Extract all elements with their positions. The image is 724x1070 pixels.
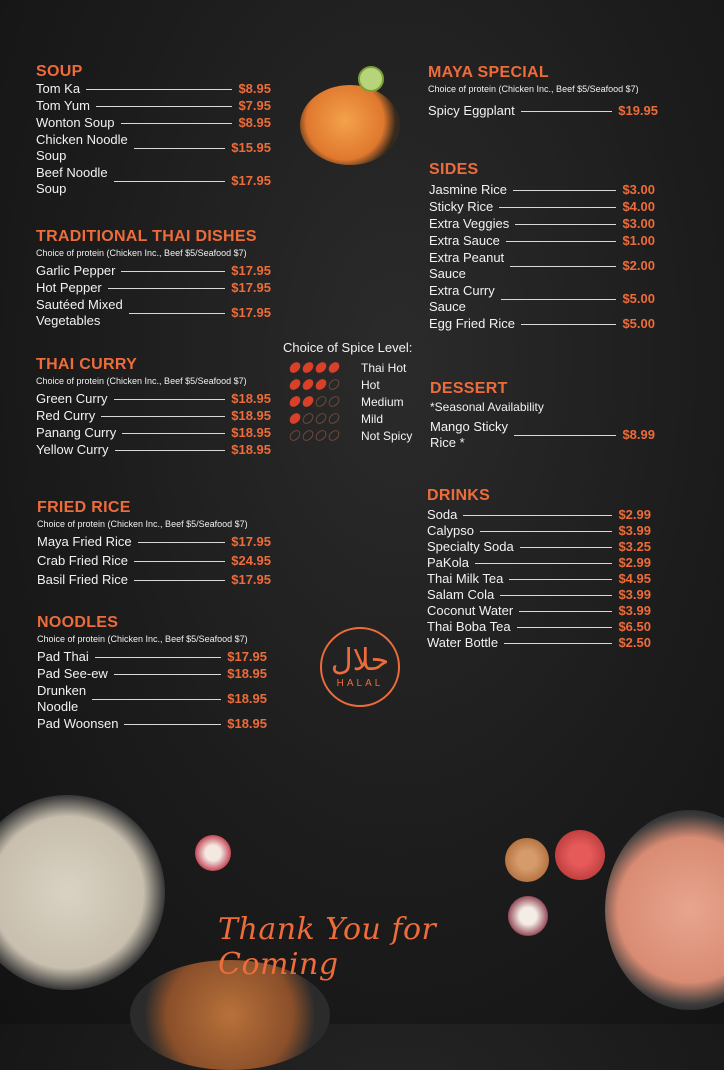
menu-item-name: Specialty Soda [427, 539, 514, 554]
dotted-leader [121, 123, 233, 124]
spice-level-list [283, 359, 433, 444]
menu-item-name: Beef Noodle Soup [36, 165, 108, 196]
dotted-leader [521, 324, 616, 325]
dotted-leader [504, 643, 612, 644]
fried-rice-items [37, 534, 271, 588]
dotted-leader [475, 563, 613, 564]
chili-pepper-icon [288, 412, 303, 426]
menu-item-name: Pad Woonsen [37, 716, 119, 731]
chili-pepper-icon [288, 395, 303, 409]
menu-item [428, 103, 658, 119]
curry-items [36, 391, 271, 458]
chili-pepper-icon [314, 429, 329, 443]
chili-pepper-icon [288, 429, 303, 443]
menu-item-name: Pad See-ew [37, 666, 108, 681]
menu-item [36, 165, 271, 197]
menu-item [36, 408, 271, 424]
fried-rice-section [37, 499, 271, 588]
menu-item-price: $7.95 [238, 98, 271, 113]
noodles-note: Choice of protein (Chicken Inc., Beef $5/Seafood $7) [37, 634, 248, 644]
menu-item-price: $18.95 [231, 408, 271, 423]
menu-item [429, 316, 655, 332]
spice-level-label: Mild [361, 411, 384, 426]
soup-bowl-bottom-right-image [605, 810, 724, 1010]
menu-item [36, 280, 271, 296]
menu-item-price: $3.99 [618, 587, 651, 602]
dotted-leader [501, 299, 617, 300]
dotted-leader [86, 89, 232, 90]
soup-items [36, 81, 271, 197]
menu-item [37, 716, 267, 732]
menu-item-name: Calypso [427, 523, 474, 538]
menu-item-price: $3.25 [618, 539, 651, 554]
menu-item-name: Crab Fried Rice [37, 553, 129, 568]
menu-item-price: $8.95 [238, 115, 271, 130]
menu-item [429, 283, 655, 315]
chili-pepper-icon [301, 378, 316, 392]
menu-item-price: $17.95 [231, 280, 271, 295]
dotted-leader [463, 515, 612, 516]
chili-pepper-icon [301, 361, 316, 375]
thank-you-message: Thank You for Coming [218, 912, 437, 982]
chili-rating [283, 363, 355, 372]
menu-item-name: Coconut Water [427, 603, 514, 618]
spice-level-item [283, 427, 433, 444]
dotted-leader [506, 241, 617, 242]
dotted-leader [499, 207, 616, 208]
drinks-title: DRINKS [427, 487, 491, 504]
menu-item-name: Sticky Rice [429, 199, 494, 214]
menu-item [429, 199, 655, 215]
dotted-leader [129, 313, 226, 314]
soup-section [36, 63, 271, 197]
soup-bowl-bottom-left-image [0, 795, 165, 990]
traditional-section [36, 228, 271, 329]
spice-level-title: Choice of Spice Level: [283, 340, 413, 355]
chili-pepper-icon [314, 412, 329, 426]
menu-item-name: Basil Fried Rice [37, 572, 129, 587]
lychee-image [195, 835, 231, 871]
menu-item-name: Extra Sauce [429, 233, 500, 248]
menu-item [427, 539, 651, 555]
menu-item-price: $18.95 [227, 691, 267, 706]
menu-item [36, 132, 271, 164]
sides-title: SIDES [429, 161, 479, 178]
menu-item [36, 115, 271, 131]
chili-pepper-icon [327, 361, 342, 375]
menu-item [429, 216, 655, 232]
menu-item [37, 534, 271, 550]
spice-level-label: Medium [361, 394, 404, 409]
noodles-items [37, 649, 267, 732]
menu-item-name: Spicy Eggplant [428, 103, 515, 118]
menu-item [429, 182, 655, 198]
menu-item [37, 666, 267, 682]
lychee-image [505, 838, 549, 882]
dotted-leader [480, 531, 612, 532]
dotted-leader [96, 106, 233, 107]
chili-pepper-icon [301, 412, 316, 426]
dotted-leader [513, 190, 616, 191]
menu-item [37, 572, 271, 588]
menu-item-price: $2.99 [618, 555, 651, 570]
menu-item [427, 523, 651, 539]
menu-item-name: Extra Veggies [429, 216, 510, 231]
dotted-leader [108, 288, 225, 289]
menu-item [427, 571, 651, 587]
curry-note: Choice of protein (Chicken Inc., Beef $5/Seafood $7) [36, 376, 247, 386]
maya-special-section [428, 64, 658, 119]
menu-item-name: Pad Thai [37, 649, 89, 664]
halal-latin-text: HALAL [336, 677, 384, 689]
menu-item [36, 391, 271, 407]
spice-level-label: Not Spicy [361, 428, 413, 443]
menu-item-price: $2.50 [618, 635, 651, 650]
menu-item-price: $3.00 [622, 216, 655, 231]
menu-item-price: $5.00 [622, 291, 655, 306]
menu-item-name: Drunken Noodle [37, 683, 87, 714]
menu-item-name: Maya Fried Rice [37, 534, 132, 549]
menu-item-price: $4.95 [618, 571, 651, 586]
chili-rating [283, 380, 355, 389]
sides-items [429, 182, 655, 332]
menu-item-price: $5.00 [622, 316, 655, 331]
menu-item-name: Tom Ka [36, 81, 81, 96]
menu-item-name: Mango Sticky Rice * [430, 419, 509, 450]
menu-item-price: $17.95 [231, 305, 271, 320]
chili-pepper-icon [301, 429, 316, 443]
halal-logo [320, 627, 400, 707]
dotted-leader [115, 450, 226, 451]
dotted-leader [514, 435, 616, 436]
chili-rating [283, 414, 355, 423]
dessert-note: *Seasonal Availability [430, 400, 544, 414]
chili-pepper-icon [288, 378, 303, 392]
menu-item-name: Yellow Curry [36, 442, 109, 457]
curry-title: THAI CURRY [36, 356, 138, 373]
dotted-leader [519, 611, 612, 612]
menu-item-price: $2.99 [618, 507, 651, 522]
menu-item-name: Thai Milk Tea [427, 571, 504, 586]
menu-item-price: $6.50 [618, 619, 651, 634]
dessert-items [430, 419, 655, 451]
menu-item-name: PaKola [427, 555, 469, 570]
menu-item-price: $4.00 [622, 199, 655, 214]
menu-item-price: $1.00 [622, 233, 655, 248]
maya-special-note: Choice of protein (Chicken Inc., Beef $5/Seafood $7) [428, 84, 639, 94]
menu-item [427, 635, 651, 651]
menu-item-name: Extra Peanut Sauce [429, 250, 505, 281]
menu-item-name: Thai Boba Tea [427, 619, 511, 634]
dotted-leader [101, 416, 225, 417]
chili-pepper-icon [314, 378, 329, 392]
traditional-note: Choice of protein (Chicken Inc., Beef $5/Seafood $7) [36, 248, 247, 258]
menu-item-name: Egg Fried Rice [429, 316, 515, 331]
menu-item-price: $3.99 [618, 603, 651, 618]
chili-pepper-icon [327, 429, 342, 443]
menu-item-price: $17.95 [227, 649, 267, 664]
menu-item [36, 425, 271, 441]
chili-pepper-icon [288, 361, 303, 375]
dotted-leader [515, 224, 616, 225]
dotted-leader [521, 111, 613, 112]
chili-pepper-icon [327, 412, 342, 426]
halal-arabic-text: حلال [330, 642, 390, 678]
menu-item [37, 553, 271, 569]
dotted-leader [138, 542, 226, 543]
dotted-leader [134, 148, 225, 149]
dotted-leader [509, 579, 612, 580]
menu-item-price: $18.95 [231, 442, 271, 457]
menu-item-price: $15.95 [231, 140, 271, 155]
menu-item-name: Soda [427, 507, 458, 522]
lychee-image [555, 830, 605, 880]
menu-item-name: Red Curry [36, 408, 96, 423]
dotted-leader [114, 674, 221, 675]
menu-item [427, 619, 651, 635]
spice-level-item [283, 376, 433, 393]
menu-item-price: $3.99 [618, 523, 651, 538]
menu-item-price: $8.99 [622, 427, 655, 442]
dotted-leader [510, 266, 616, 267]
menu-item-price: $24.95 [231, 553, 271, 568]
sides-section [429, 161, 655, 332]
menu-item [429, 233, 655, 249]
curry-bowl-image [300, 85, 400, 165]
menu-item-name: Green Curry [36, 391, 108, 406]
dessert-title: DESSERT [430, 380, 508, 397]
menu-item-price: $8.95 [238, 81, 271, 96]
chili-pepper-icon [314, 361, 329, 375]
menu-item [427, 587, 651, 603]
noodles-section [37, 614, 267, 732]
menu-item-price: $17.95 [231, 263, 271, 278]
menu-item-name: Tom Yum [36, 98, 90, 113]
chili-pepper-icon [314, 395, 329, 409]
menu-item [36, 263, 271, 279]
spice-level-label: Thai Hot [361, 360, 407, 375]
menu-item [36, 297, 271, 329]
menu-item-price: $2.00 [622, 258, 655, 273]
dotted-leader [121, 271, 225, 272]
menu-item-price: $18.95 [227, 716, 267, 731]
menu-item-price: $18.95 [231, 425, 271, 440]
menu-item-name: Jasmine Rice [429, 182, 508, 197]
dotted-leader [520, 547, 613, 548]
dotted-leader [114, 181, 226, 182]
dotted-leader [124, 724, 221, 725]
menu-item [429, 250, 655, 282]
menu-item [36, 98, 271, 114]
menu-item-name: Chicken Noodle Soup [36, 132, 128, 163]
menu-item [427, 603, 651, 619]
drinks-section [427, 487, 651, 651]
menu-item-name: Salam Cola [427, 587, 495, 602]
menu-item-price: $17.95 [231, 572, 271, 587]
menu-item [427, 507, 651, 523]
menu-item-price: $19.95 [618, 103, 658, 118]
dotted-leader [95, 657, 221, 658]
menu-item-price: $17.95 [231, 173, 271, 188]
fried-rice-note: Choice of protein (Chicken Inc., Beef $5/Seafood $7) [37, 519, 248, 529]
chili-pepper-icon [301, 395, 316, 409]
dessert-section [430, 380, 655, 451]
fried-rice-title: FRIED RICE [37, 499, 131, 516]
menu-item [36, 442, 271, 458]
menu-item-name: Extra Curry Sauce [429, 283, 495, 314]
dotted-leader [114, 399, 226, 400]
dotted-leader [500, 595, 612, 596]
chili-pepper-icon [327, 395, 342, 409]
menu-item-price: $17.95 [231, 534, 271, 549]
dotted-leader [134, 580, 225, 581]
spice-level-item [283, 393, 433, 410]
menu-item-name: Hot Pepper [36, 280, 102, 295]
spice-level-label: Hot [361, 377, 380, 392]
spice-level-item [283, 359, 433, 376]
maya-special-items [428, 103, 658, 119]
noodles-title: NOODLES [37, 614, 119, 631]
menu-item-name: Panang Curry [36, 425, 117, 440]
menu-item-name: Sautéed Mixed Vegetables [36, 297, 123, 328]
soup-title: SOUP [36, 63, 83, 80]
dotted-leader [517, 627, 613, 628]
menu-item-name: Water Bottle [427, 635, 499, 650]
traditional-items [36, 263, 271, 329]
curry-section [36, 356, 271, 458]
menu-item [37, 649, 267, 665]
menu-item [430, 419, 655, 451]
menu-item [37, 683, 267, 715]
drinks-items [427, 507, 651, 651]
spice-level-legend [283, 340, 433, 444]
menu-item-name: Wonton Soup [36, 115, 115, 130]
maya-special-title: MAYA SPECIAL [428, 64, 549, 81]
menu-item-name: Garlic Pepper [36, 263, 116, 278]
dotted-leader [92, 699, 221, 700]
traditional-title: TRADITIONAL THAI DISHES [36, 228, 257, 245]
menu-item [36, 81, 271, 97]
dotted-leader [122, 433, 225, 434]
menu-item-price: $3.00 [622, 182, 655, 197]
chili-rating [283, 397, 355, 406]
menu-item-price: $18.95 [227, 666, 267, 681]
menu-item [427, 555, 651, 571]
lime-image [358, 66, 384, 92]
spice-level-item [283, 410, 433, 427]
chili-rating [283, 431, 355, 440]
menu-item-price: $18.95 [231, 391, 271, 406]
chili-pepper-icon [327, 378, 342, 392]
dotted-leader [134, 561, 225, 562]
